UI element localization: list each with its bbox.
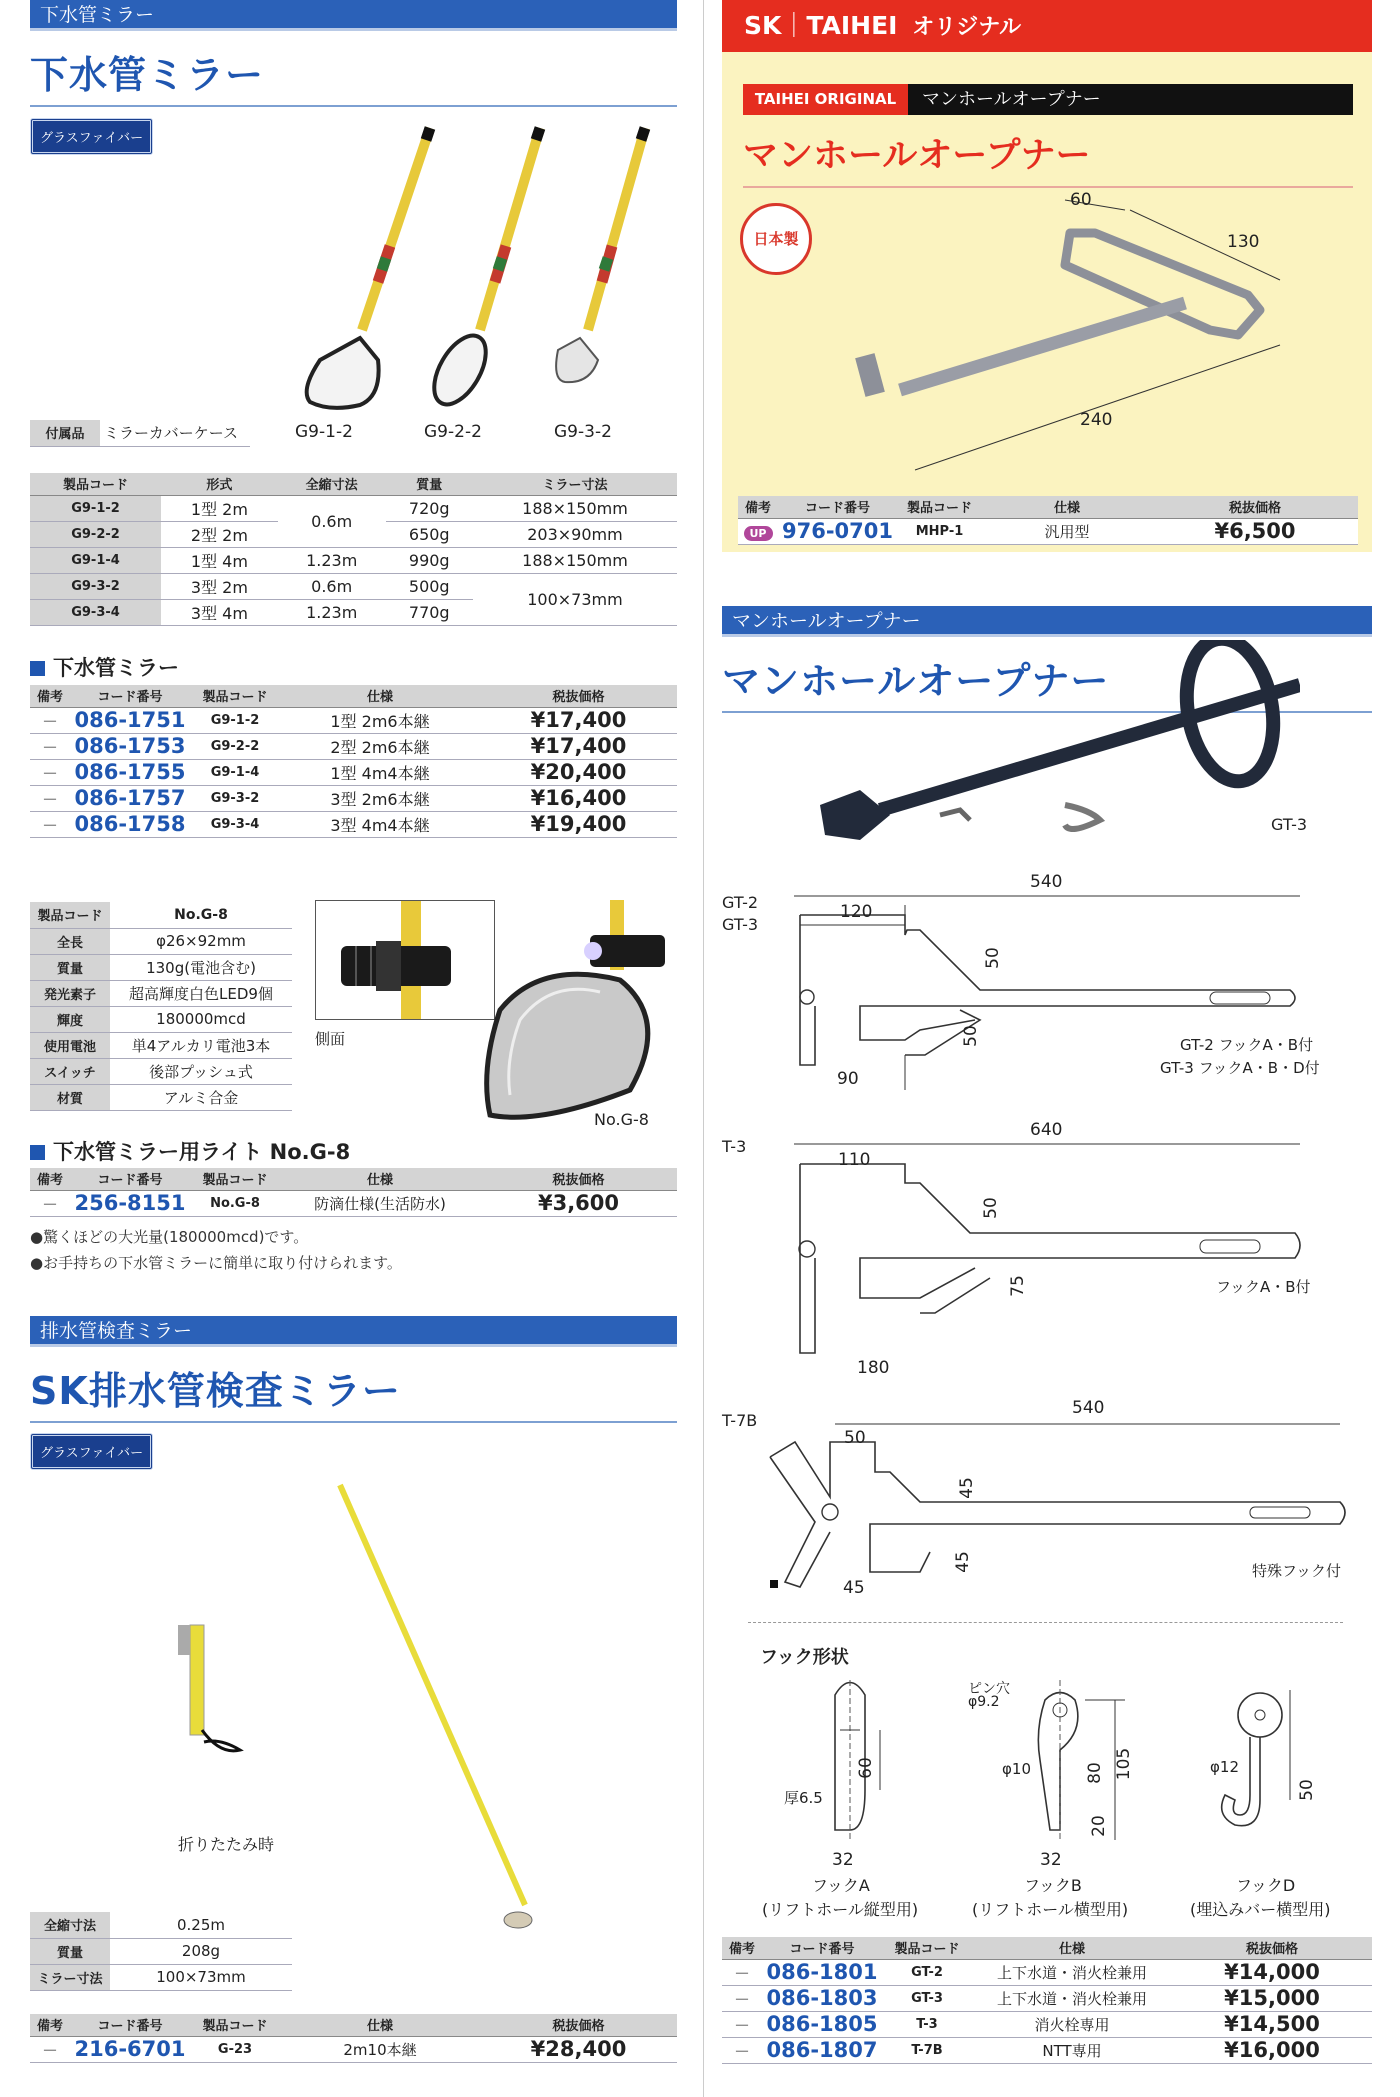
drain-mirror-image [160, 1480, 680, 1930]
accessory-value: ミラーカバーケース [100, 420, 250, 446]
drain-fiberglass-badge: グラスファイバー [30, 1433, 153, 1470]
table-row: 全縮寸法 0.25m [30, 1912, 292, 1938]
table-row: － 086-1757 G9-3-2 3型 2m6本継 ¥16,400 [30, 785, 677, 811]
table-row: － 086-1755 G9-1-4 1型 4m4本継 ¥20,400 [30, 759, 677, 785]
table-row: － 086-1758 G9-3-4 3型 4m4本継 ¥19,400 [30, 811, 677, 837]
table-row: － 216-6701 G-23 2m10本継 ¥28,400 [30, 2036, 677, 2062]
opener-photo-label: GT-3 [1271, 815, 1308, 834]
d3-note: 特殊フック付 [1252, 1562, 1341, 1580]
table-row: － 086-1807 T-7B NTT専用 ¥16,000 [722, 2037, 1372, 2063]
table-row: － 086-1751 G9-1-2 1型 2m6本継 ¥17,400 [30, 707, 677, 733]
fiberglass-badge: グラスファイバー [30, 118, 153, 155]
d1-note-gt3: GT-3 フックA・B・D付 [1160, 1059, 1320, 1077]
light-price-table: 備考 コード番号 製品コード 仕様 税抜価格 － 256-8151 No.G-8 防滴仕様(生活防水) ¥3,600 [30, 1168, 677, 1217]
hook-a-name: フックA [812, 1876, 870, 1895]
spec-header-mirror: ミラー寸法 [473, 473, 677, 495]
light-note-1: ●驚くほどの大光量(180000mcd)です。 [30, 1228, 309, 1246]
table-row: G9-3-4 3型 4m 1.23m 770g [30, 599, 677, 625]
mirror-product-image [290, 120, 690, 410]
light-image-label: No.G-8 [594, 1110, 649, 1129]
opener-title: マンホールオープナー [722, 650, 1372, 713]
light-price-heading: 下水管ミラー用ライト No.G-8 [30, 1136, 350, 1166]
image-label-g9-3-2: G9-3-2 [554, 422, 612, 442]
spec-header-weight: 質量 [386, 473, 473, 495]
section-bar-mirror: 下水管ミラー [30, 0, 677, 31]
mirror-price-heading: 下水管ミラー [30, 652, 179, 682]
accessory-label: 付属品 [30, 420, 100, 446]
table-row: － 086-1805 T-3 消火栓専用 ¥14,500 [722, 2011, 1372, 2037]
mirror-spec-table [30, 473, 677, 626]
opener-price-table: 備考 コード番号 製品コード 仕様 税抜価格 － 086-1801 GT-2 上下水道・消火栓兼用 ¥14,000 － 086-1803 GT-3 上下水道・消火栓兼用 ¥15,000 － 086-1805 T-3 消火栓専用 ¥14,500 － 086-1807 T-7B NTT専用 ¥16,000 [722, 1937, 1372, 2064]
table-row: G9-2-2 2型 2m 650g 203×90mm [30, 521, 677, 547]
hook-d-desc: (埋込みバー横型用) [1190, 1900, 1331, 1919]
d2-dim-640: 640 [1030, 1120, 1063, 1140]
hook-b-name: フックB [1024, 1876, 1082, 1895]
table-row: 発光素子 超高輝度白色LED9個 [30, 980, 292, 1006]
hook-a-dim-60: 60 [855, 1757, 876, 1779]
up-badge: UP [744, 526, 773, 541]
table-row: 全長 φ26×92mm [30, 928, 292, 954]
table-row: UP 976-0701 MHP-1 汎用型 ¥6,500 [738, 518, 1358, 544]
folded-label: 折りたたみ時 [178, 1835, 275, 1854]
table-row: － 086-1753 G9-2-2 2型 2m6本継 ¥17,400 [30, 733, 677, 759]
d3-dim-45b: 45 [952, 1551, 973, 1573]
hook-b-dim-20: 20 [1088, 1815, 1109, 1837]
table-row: G9-1-4 1型 4m 1.23m 990g 188×150mm [30, 547, 677, 573]
table-row: G9-3-2 3型 2m 0.6m 500g 100×73mm [30, 573, 677, 599]
hook-a-desc: (リフトホール縦型用) [762, 1900, 919, 1919]
hook-b-pin-dia: φ9.2 [968, 1694, 1000, 1710]
hook-d-dia-12: φ12 [1210, 1758, 1239, 1776]
hook-a-dim-32: 32 [832, 1850, 854, 1870]
table-row: 使用電池 単4アルカリ電池3本 [30, 1032, 292, 1058]
accessory-table [30, 420, 250, 447]
spec-header-length: 全縮寸法 [278, 473, 386, 495]
tag-title: マンホールオープナー [908, 84, 1353, 115]
d1-dim-50b: 50 [960, 1025, 981, 1047]
table-row: 質量 130g(電池含む) [30, 954, 292, 980]
mhp-title: マンホールオープナー [743, 128, 1353, 188]
mhp-dim-60: 60 [1070, 190, 1092, 210]
brand-taihei: TAIHEI [806, 11, 898, 40]
table-row: 製品コード No.G-8 [30, 902, 292, 928]
side-label: 側面 [315, 1030, 346, 1048]
spec-header-type: 形式 [161, 473, 278, 495]
d2-dim-50: 50 [980, 1197, 1001, 1219]
mirror-price-table: 備考 コード番号 製品コード 仕様 税抜価格 － 086-1751 G9-1-2 1型 2m6本継 ¥17,400 － 086-1753 G9-2-2 2型 2m6本継 ¥17,400 － 086-1755 G9-1-4 1型 4m4本継 ¥20,400 － 086-1757 G9-3-2 3型 2m6本継 ¥16,400 － 086-1758 G9-3-4 3型 4m4本継 ¥19,400 [30, 685, 677, 838]
table-row: ミラー寸法 100×73mm [30, 1964, 292, 1990]
d1-note-gt2: GT-2 フックA・B付 [1180, 1036, 1314, 1054]
table-row: － 086-1801 GT-2 上下水道・消火栓兼用 ¥14,000 [722, 1959, 1372, 1985]
mirror-title: 下水管ミラー [30, 44, 677, 107]
d1-label-gt3: GT-3 [722, 915, 759, 934]
light-spec-table [30, 902, 292, 1111]
d3-label-t7b: T-7B [722, 1411, 758, 1430]
brand-header: SK｜TAIHEI オリジナル [722, 0, 1372, 52]
table-row: G9-1-2 1型 2m 0.6m 720g 188×150mm [30, 495, 677, 521]
hook-d-name: フックD [1236, 1876, 1296, 1895]
d3-dim-45a: 45 [956, 1477, 977, 1499]
light-note-2: ●お手持ちの下水管ミラーに簡単に取り付けられます。 [30, 1254, 402, 1272]
d2-dim-180: 180 [857, 1358, 890, 1378]
table-row: － 086-1803 GT-3 上下水道・消火栓兼用 ¥15,000 [722, 1985, 1372, 2011]
hook-b-dim-80: 80 [1084, 1762, 1105, 1784]
mhp-dim-130: 130 [1227, 232, 1260, 252]
made-in-japan-stamp: 日本製 [740, 203, 812, 275]
hook-a-thickness: 厚6.5 [784, 1789, 823, 1807]
opener-photo [820, 640, 1300, 870]
section-bar-drain: 排水管検査ミラー [30, 1316, 677, 1347]
hook-shape-title: フック形状 [760, 1647, 849, 1668]
d1-dim-540: 540 [1030, 872, 1063, 892]
hook-b-desc: (リフトホール横型用) [972, 1900, 1129, 1919]
d2-dim-110: 110 [838, 1150, 871, 1170]
taihei-original-tag: TAIHEI ORIGINAL [743, 84, 908, 115]
d3-dim-540: 540 [1072, 1398, 1105, 1418]
table-row: 材質 アルミ合金 [30, 1084, 292, 1110]
hook-b-dim-105: 105 [1114, 1747, 1135, 1781]
d2-label-t3: T-3 [722, 1137, 747, 1156]
drain-price-table: 備考 コード番号 製品コード 仕様 税抜価格 － 216-6701 G-23 2m10本継 ¥28,400 [30, 2014, 677, 2063]
d1-dim-50a: 50 [982, 947, 1003, 969]
table-row: スイッチ 後部プッシュ式 [30, 1058, 292, 1084]
spec-header-code: 製品コード [30, 473, 161, 495]
mhp-dim-240: 240 [1080, 410, 1113, 430]
section-bar-opener: マンホールオープナー [722, 606, 1372, 637]
d2-dim-75: 75 [1007, 1275, 1028, 1297]
mhp-price-table: 備考 コード番号 製品コード 仕様 税抜価格 UP 976-0701 MHP-1 汎用型 ¥6,500 [738, 496, 1358, 545]
hook-b-dim-32: 32 [1040, 1850, 1062, 1870]
image-label-g9-2-2: G9-2-2 [424, 422, 482, 442]
light-mirror-image [480, 900, 680, 1125]
table-row: － 256-8151 No.G-8 防滴仕様(生活防水) ¥3,600 [30, 1190, 677, 1216]
d3-dim-45c: 45 [843, 1578, 865, 1598]
d3-dim-50: 50 [844, 1428, 866, 1448]
table-row: 質量 208g [30, 1938, 292, 1964]
d1-dim-90: 90 [837, 1069, 859, 1089]
drain-spec-table [30, 1912, 292, 1991]
drain-title: SK排水管検査ミラー [30, 1360, 677, 1423]
hook-divider [748, 1622, 1343, 1623]
mhp-product-image [840, 185, 1300, 485]
hook-diagrams [760, 1670, 1350, 1870]
d2-note: フックA・B付 [1216, 1278, 1311, 1296]
brand-sk: SK [744, 11, 782, 40]
image-label-g9-1-2: G9-1-2 [295, 422, 353, 442]
table-row: 輝度 180000mcd [30, 1006, 292, 1032]
hook-b-dia-10: φ10 [1002, 1760, 1031, 1778]
brand-suffix: オリジナル [912, 15, 1022, 40]
d1-dim-120: 120 [840, 902, 873, 922]
d1-label-gt2: GT-2 [722, 893, 759, 912]
light-side-photo [315, 900, 495, 1020]
diagram-t7b [740, 1412, 1350, 1612]
hook-d-dim-50: 50 [1296, 1779, 1317, 1801]
hook-b-pin-label: ピン穴 [968, 1681, 1010, 1697]
column-divider [703, 0, 704, 2097]
